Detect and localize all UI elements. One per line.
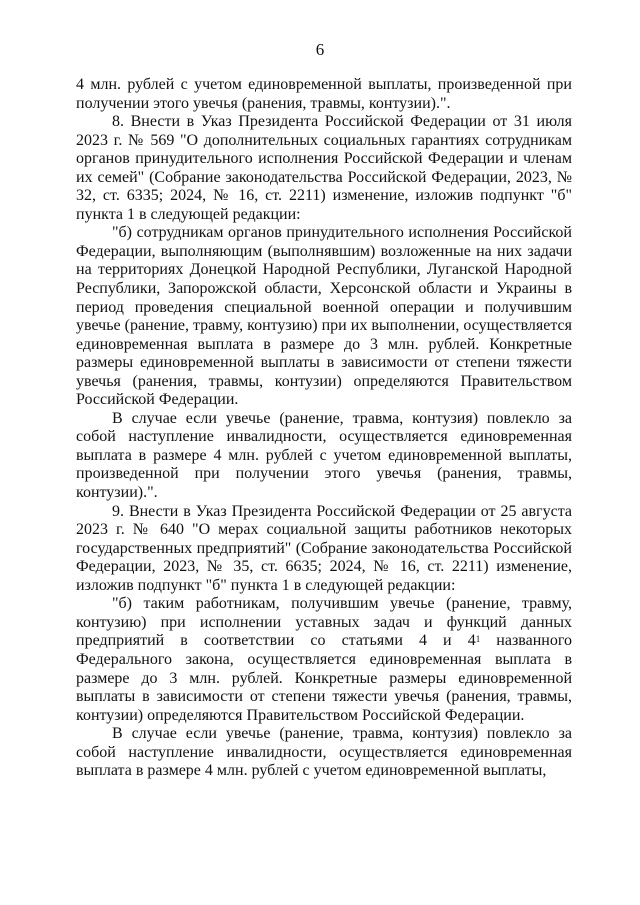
- paragraph-continuation: 4 млн. рублей с учетом единовременной выплаты, произведенной при получении этого увечья (ранения, травмы, контузии).".: [76, 76, 572, 112]
- paragraph-item-8-subpoint-b: "б) сотрудникам органов принудительного исполнения Российской Федерации, выполняющим (выполнявшим) возложенные на них задачи на территориях Донецкой Народной Республики, Луганской Народной Республики, Запорожской области, Херсонской области и Украины в период проведения специальной военной операции и получившим увечье (ранение, травму, контузию) при их выполнении, осуществляется единовременная выплата в размере до 3 млн. рублей. Конкретные размеры единовременной выплаты в зависимости от степени тяжести увечья (ранения, травмы, контузии) определяются Правительством Российской Федерации.: [76, 224, 572, 409]
- paragraph-item-8-disability: В случае если увечье (ранение, травма, контузия) повлекло за собой наступление инвалидности, осуществляется единовременная выплата в размере 4 млн. рублей с учетом единовременной выплаты, произведенной при получении этого увечья (ранения, травмы, контузии).".: [76, 409, 572, 502]
- article-superscript: 1: [475, 634, 481, 645]
- paragraph-text-part: "б) таким работникам, получившим увечье (ранение, травму, контузию) при исполнении уставных задач и функций данных предприятий в соответствии со статьями 4 и 4: [76, 595, 572, 650]
- paragraph-item-9-disability: В случае если увечье (ранение, травма, контузия) повлекло за собой наступление инвалидности, осуществляется единовременная выплата в размере 4 млн. рублей с учетом единовременной выплаты,: [76, 725, 572, 780]
- page-number: 6: [315, 40, 325, 59]
- paragraph-text-part: названного Федерального закона, осуществляется единовременная выплата в размере до 3 млн. рублей. Конкретные размеры единовременной выплаты в зависимости от степени тяжести увечья (ранения, травмы, контузии) определяются Правительством Российской Федерации.: [76, 632, 573, 724]
- paragraph-item-9-subpoint-b: [76, 595, 572, 725]
- paragraph-item-8: 8. Внести в Указ Президента Российской Федерации от 31 июля 2023 г. № 569 "О дополнительных социальных гарантиях сотрудникам органов принудительного исполнения Российской Федерации и членам их семей" (Собрание законодательства Российской Федерации, 2023, № 32, ст. 6335; 2024, № 16, ст. 2211) изменение, изложив подпункт "б" пункта 1 в следующей редакции:: [76, 113, 572, 223]
- paragraph-item-9: 9. Внести в Указ Президента Российской Федерации от 25 августа 2023 г. № 640 "О мерах социальной защиты работников некоторых государственных предприятий" (Собрание законодательства Российской Федерации, 2023, № 35, ст. 6635; 2024, № 16, ст. 2211) изменение, изложив подпункт "б" пункта 1 в следующей редакции:: [76, 502, 572, 594]
- document-body: [76, 76, 572, 781]
